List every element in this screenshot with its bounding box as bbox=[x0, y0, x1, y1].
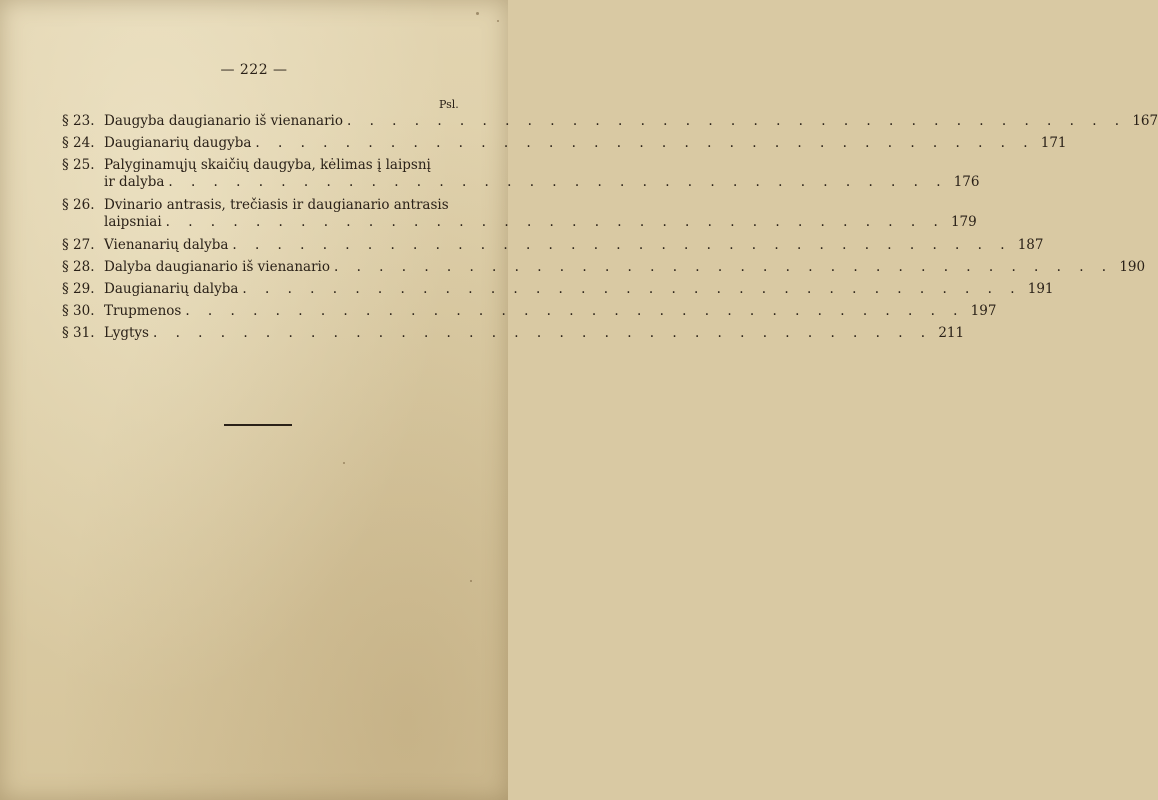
page-reference: 190 bbox=[1119, 259, 1146, 275]
section-title: Dvinario antrasis, trečiasis ir daugianario antrasis bbox=[104, 197, 449, 213]
toc-entry-27[interactable] bbox=[62, 237, 1044, 259]
section-number: § 25. bbox=[62, 157, 95, 173]
dot-leader bbox=[168, 174, 947, 191]
section-number: § 30. bbox=[62, 303, 95, 319]
toc-entry-23[interactable] bbox=[62, 113, 1158, 135]
toc-entry-31[interactable] bbox=[62, 325, 965, 347]
toc-entry-28[interactable] bbox=[62, 259, 1146, 281]
section-title: Daugianarių daugyba bbox=[104, 135, 252, 151]
section-title: Trupmenos bbox=[104, 303, 182, 319]
page-reference: 167 bbox=[1132, 113, 1158, 129]
section-number: § 29. bbox=[62, 281, 95, 297]
section-title: Daugyba daugianario iš vienanario bbox=[104, 113, 343, 129]
paper-spot bbox=[470, 580, 472, 582]
section-number: § 27. bbox=[62, 237, 95, 253]
dot-leader bbox=[347, 113, 1126, 129]
section-title-continued: laipsniai bbox=[104, 214, 162, 230]
paper-spot bbox=[343, 462, 345, 464]
dot-leader bbox=[255, 135, 1034, 151]
toc-entry-30[interactable] bbox=[62, 303, 997, 325]
table-of-contents bbox=[62, 113, 1158, 347]
dot-leader bbox=[185, 303, 964, 319]
section-number: § 26. bbox=[62, 197, 95, 213]
dot-leader bbox=[334, 259, 1113, 275]
toc-entry-29[interactable] bbox=[62, 281, 1054, 303]
toc-entry-24[interactable] bbox=[62, 135, 1067, 157]
paper-spot bbox=[497, 20, 499, 22]
section-title: Daugianarių dalyba bbox=[104, 281, 239, 297]
page-number: — 222 — bbox=[220, 62, 288, 78]
section-number: § 28. bbox=[62, 259, 95, 275]
paper-spot bbox=[476, 12, 479, 15]
dot-leader bbox=[242, 281, 1021, 297]
end-rule bbox=[224, 424, 292, 426]
section-title: Vienanarių dalyba bbox=[104, 237, 229, 253]
page-column-header: Psl. bbox=[439, 98, 459, 111]
toc-entry-26[interactable] bbox=[62, 197, 977, 237]
page-reference: 187 bbox=[1017, 237, 1044, 253]
toc-entry-25[interactable] bbox=[62, 157, 980, 197]
dot-leader bbox=[232, 237, 1011, 253]
section-title: Lygtys bbox=[104, 325, 149, 341]
page-reference: 179 bbox=[950, 214, 977, 230]
section-number: § 23. bbox=[62, 113, 95, 129]
section-title: Palyginamųjų skaičių daugyba, kėlimas į laipsnį bbox=[104, 157, 431, 173]
dot-leader bbox=[166, 214, 945, 231]
section-title: Dalyba daugianario iš vienanario bbox=[104, 259, 330, 275]
page-reference: 176 bbox=[953, 174, 980, 190]
section-number: § 31. bbox=[62, 325, 95, 341]
section-title-continued: ir dalyba bbox=[104, 174, 165, 190]
section-number: § 24. bbox=[62, 135, 95, 151]
page-reference: 211 bbox=[938, 325, 965, 341]
page-reference: 191 bbox=[1027, 281, 1054, 297]
dot-leader bbox=[153, 325, 932, 341]
page-reference: 171 bbox=[1040, 135, 1067, 151]
page-reference: 197 bbox=[970, 303, 997, 319]
